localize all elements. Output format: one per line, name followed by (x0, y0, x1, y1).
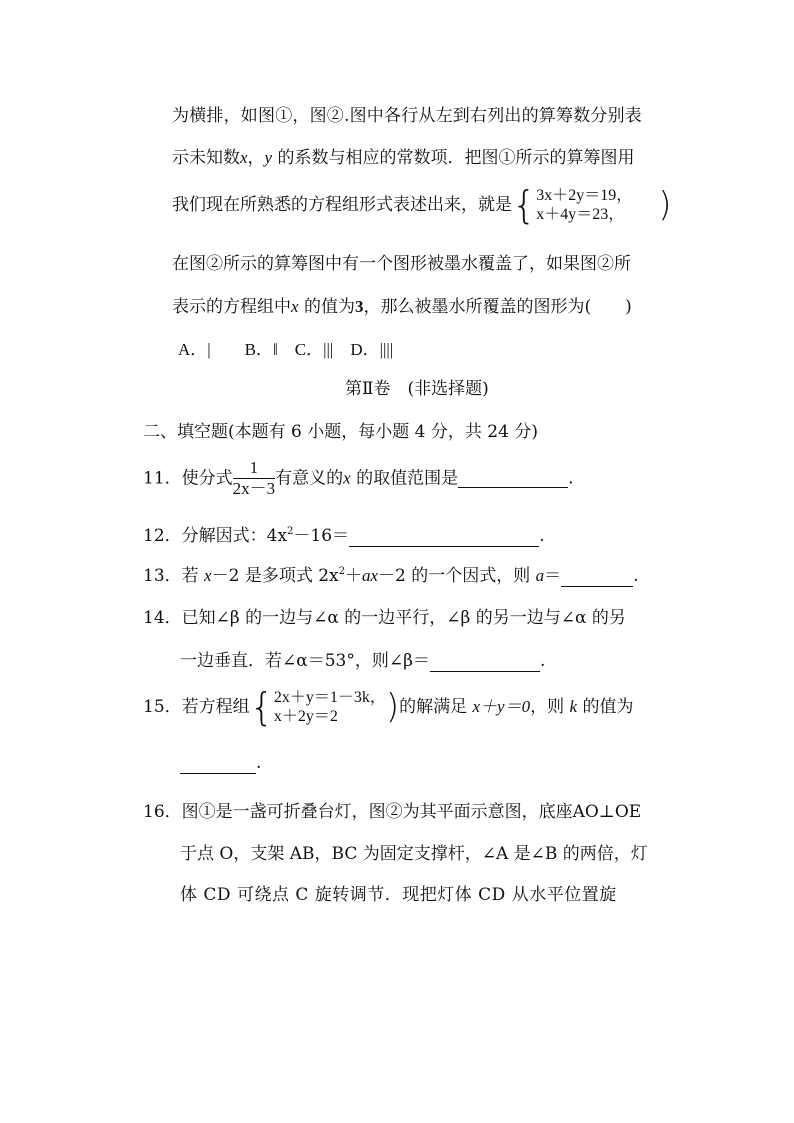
intro-text: 的值为 (298, 297, 355, 317)
question-15 (143, 685, 634, 732)
question-text: ，则 (530, 697, 570, 717)
question-text: 分解因式：4x (181, 526, 288, 546)
left-brace: { (512, 183, 537, 227)
question-text: 图①是一盏可折叠台灯，图②为其平面示意图，底座AO⊥OE (181, 802, 642, 822)
question-text: ＋ (345, 566, 362, 586)
question-16 (143, 801, 641, 823)
intro-line-4: 在图②所示的算筹图中有一个图形被墨水覆盖了，如果图②所 (172, 254, 631, 274)
question-11 (143, 458, 574, 504)
question-text: 的取值范围是 (350, 468, 459, 489)
equation-1: 3x＋2y＝19， (536, 187, 633, 204)
question-text: 有意义的 (275, 468, 344, 489)
left-brace: { (249, 685, 274, 729)
fraction-numerator: 1 (233, 458, 276, 479)
intro-line-5 (172, 296, 632, 318)
question-12 (143, 525, 544, 547)
equation-system-1 (536, 186, 632, 224)
question-text: 一边垂直．若∠α＝53°，则∠β＝ (180, 651, 430, 671)
answer-blank[interactable] (180, 755, 256, 774)
question-text: 若方程组 (181, 697, 250, 717)
value-3: 3 (354, 297, 364, 316)
intro-line-3 (172, 183, 672, 230)
intro-text: ，那么被墨水所覆盖的图形为( ) (363, 297, 632, 317)
var-x: x (343, 468, 351, 488)
equation-2: x＋2y＝2 (273, 708, 338, 725)
equation-2: x＋4y＝23， (536, 206, 625, 223)
question-text: －2 的一个因式，则 (378, 566, 536, 586)
question-text: 的解满足 (399, 697, 473, 717)
period: . (539, 651, 546, 671)
answer-options: A．| B．‖ C．||| D．|||| (178, 340, 394, 359)
fraction-denominator: 2x－3 (232, 479, 276, 498)
period: . (539, 526, 545, 546)
intro-line-1: 为横排，如图①，图②.图中各行从左到右列出的算筹数分别表 (172, 106, 643, 126)
var-y: y (264, 148, 273, 167)
fraction (233, 458, 276, 499)
question-text: －2 是多项式 2x (211, 566, 339, 586)
question-13 (143, 565, 639, 587)
period: . (568, 468, 574, 489)
equation-1: 2x＋y＝1－3k， (273, 689, 386, 706)
var-x: x (240, 148, 248, 167)
answer-blank[interactable] (561, 568, 633, 587)
question-text: 已知∠β 的一边与∠α 的一边平行，∠β 的另一边与∠α 的另 (181, 608, 626, 628)
question-number: 12． (143, 526, 182, 546)
var-ax: ax (362, 566, 379, 585)
answer-blank[interactable] (458, 469, 568, 488)
var-x: x (204, 566, 212, 585)
question-16-line-3: 体 CD 可绕点 C 旋转调节．现把灯体 CD 从水平位置旋 (180, 885, 617, 905)
answer-blank[interactable] (430, 653, 540, 672)
period: . (633, 566, 639, 586)
var-k: k (569, 697, 578, 716)
question-number: 13． (143, 566, 182, 586)
superscript: 2 (287, 526, 294, 537)
question-number: 11． (143, 468, 182, 489)
part-header: 二、填空题(本题有 6 小题，每小题 4 分，共 24 分) (143, 422, 538, 442)
question-text: 使分式 (181, 468, 233, 489)
right-paren: ) (658, 185, 672, 225)
intro-line-2 (172, 147, 635, 169)
question-14-line-2 (180, 650, 545, 672)
question-text: －16＝ (293, 526, 350, 546)
intro-text: 示未知数 (172, 148, 240, 168)
question-text: 若 (181, 566, 205, 586)
question-number: 15． (143, 697, 182, 717)
intro-text: 的系数与相应的常数项．把图①所示的算筹图用 (272, 148, 635, 168)
equation-system-2 (274, 688, 386, 726)
var-x: x (291, 297, 299, 316)
question-15-line-2 (180, 752, 261, 774)
question-number: 14． (143, 608, 182, 628)
question-14 (143, 607, 626, 629)
equation-x-plus-y: x＋y＝0 (472, 697, 531, 716)
intro-text: 表示的方程组中 (172, 297, 291, 317)
intro-text: 我们现在所熟悉的方程组形式表述出来，就是 (172, 195, 512, 215)
answer-blank[interactable] (349, 528, 539, 547)
question-16-line-2: 于点 O，支架 AB，BC 为固定支撑杆，∠A 是∠B 的两倍，灯 (180, 844, 648, 864)
intro-text: ， (247, 148, 265, 168)
section-title: 第Ⅱ卷 (非选择题) (345, 379, 489, 399)
question-text: ＝ (544, 566, 562, 586)
superscript: 2 (338, 566, 345, 577)
period: . (256, 753, 262, 773)
question-text: 的值为 (577, 697, 634, 717)
right-paren: ) (385, 687, 400, 727)
question-number: 16． (143, 802, 182, 822)
var-a: a (535, 566, 545, 585)
